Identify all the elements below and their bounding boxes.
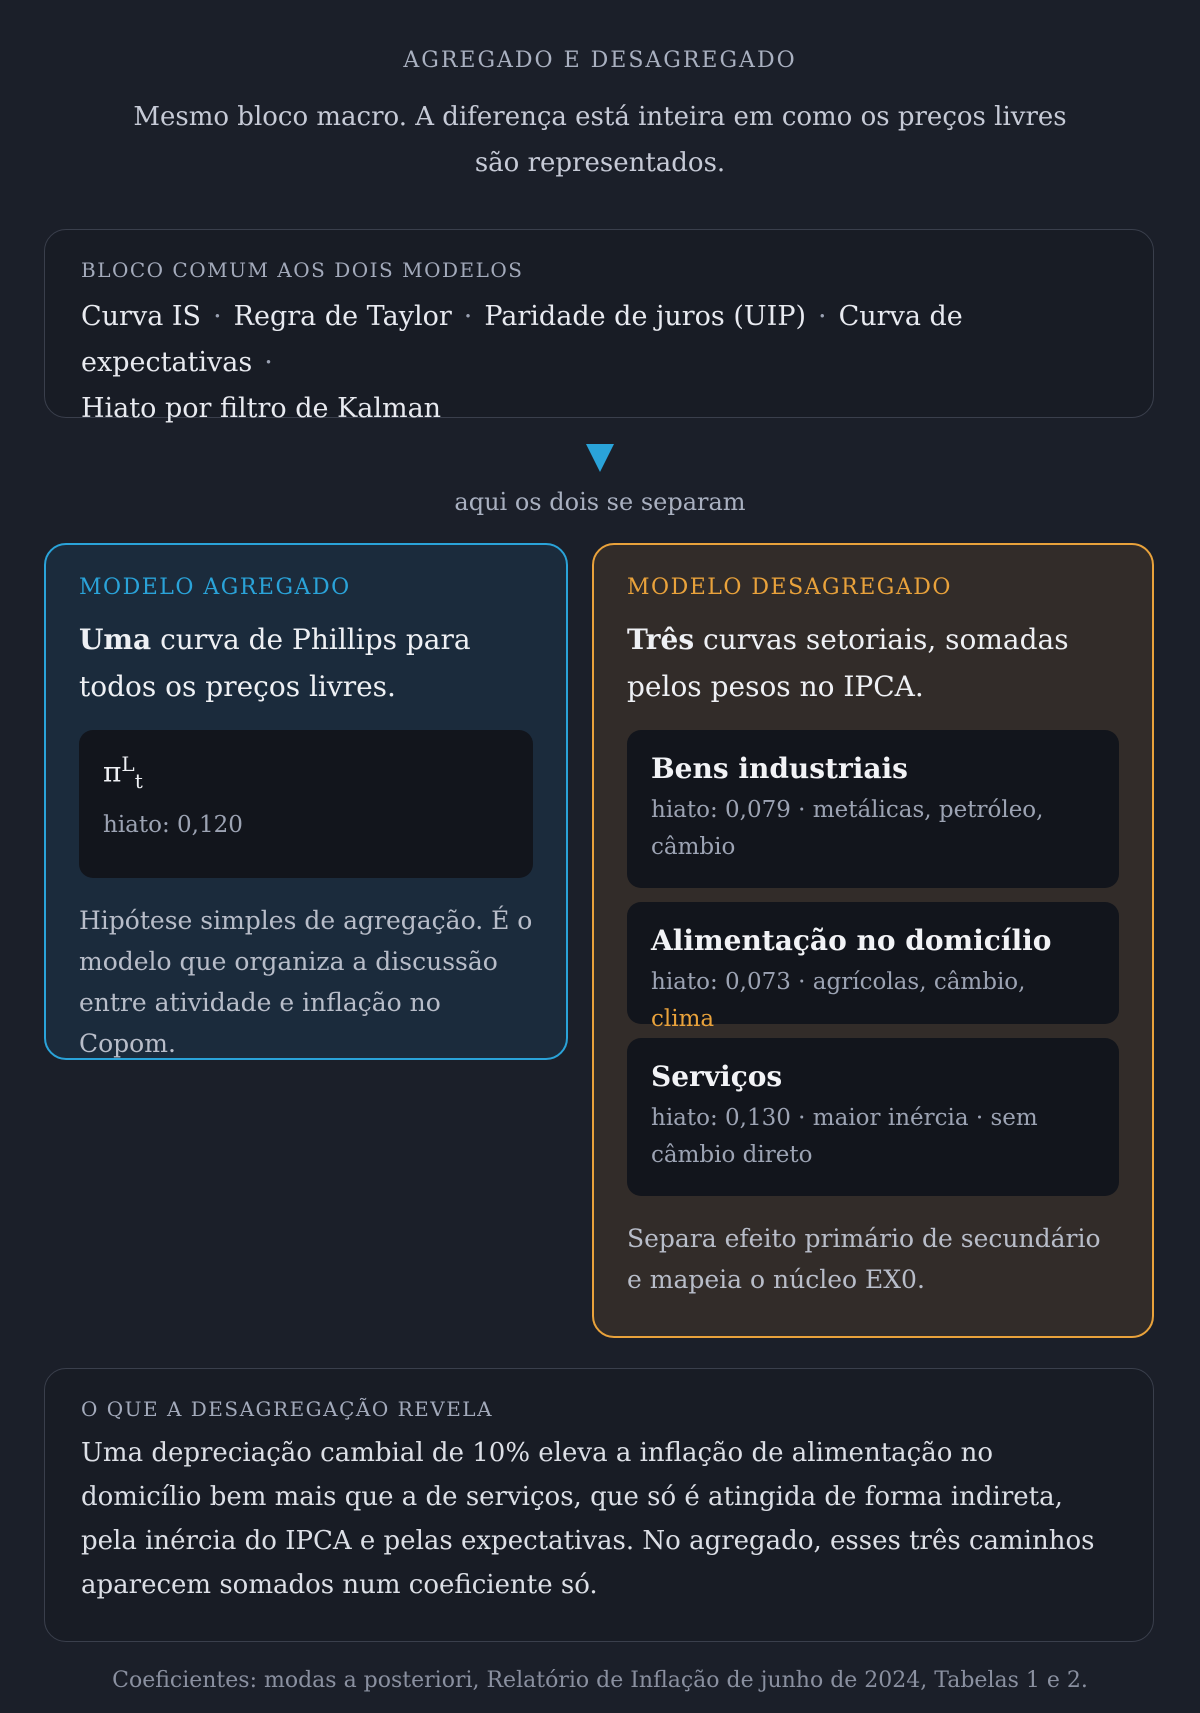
sector-meta: hiato: 0,079 · metálicas, petróleo, câmbio [651, 797, 1044, 860]
item-curva-expectativas: Curva de expectativas [81, 301, 963, 378]
footer-source-note: Coeficientes: modas a posteriori, Relatório de Inflação de junho de 2024, Tabelas 1 e 2. [112, 1668, 1088, 1693]
triangle-down-icon [584, 442, 616, 474]
reveal-body: Uma depreciação cambial de 10% eleva a inflação de alimentação no domicílio bem mais que a de serviços, que só é atingida de forma indireta, pela inércia do IPCA e pelas expectativas. No agregado, esses três caminhos aparecem somados num coeficiente só. [81, 1438, 1095, 1600]
separator: · [818, 301, 827, 332]
disaggregate-note: Separa efeito primário de secundário e mapeia o núcleo EX0. [627, 1224, 1101, 1294]
item-paridade-juros: Paridade de juros (UIP) [484, 301, 807, 332]
common-block-items [81, 294, 1117, 432]
separator: · [264, 347, 273, 378]
reveal-card [44, 1368, 1154, 1642]
aggregate-lead [79, 616, 533, 710]
item-curva-is: Curva IS [81, 301, 202, 332]
sector-alimentacao-domicilio [627, 902, 1119, 1032]
split-caption: aqui os dois se separam [454, 488, 746, 516]
aggregate-model-card [44, 543, 568, 1060]
sector-list [627, 730, 1119, 1196]
disaggregate-label: MODELO DESAGREGADO [627, 575, 952, 600]
aggregate-hiato: hiato: 0,120 [103, 811, 243, 838]
disaggregate-lead-bold: Três [627, 623, 695, 656]
disaggregate-lead-rest: curvas setoriais, somadas pelos pesos no IPCA. [627, 623, 1069, 703]
separator: · [213, 301, 222, 332]
separator: · [463, 301, 473, 332]
phillips-formula-box [79, 730, 533, 878]
disaggregate-model-card [592, 543, 1154, 1338]
item-regra-taylor: Regra de Taylor [233, 301, 452, 332]
reveal-label: O QUE A DESAGREGAÇÃO REVELA [81, 1397, 494, 1421]
sector-meta: hiato: 0,130 · maior inércia · sem câmbio direto [651, 1105, 1038, 1168]
disaggregate-lead [627, 616, 1119, 710]
common-block-card [44, 229, 1154, 424]
section-subtitle: Mesmo bloco macro. A diferença está inteira em como os preços livres são representados. [133, 102, 1067, 178]
sector-servicos [627, 1038, 1119, 1196]
formula: $\pi^L_t$ [103, 752, 143, 793]
aggregate-lead-rest: curva de Phillips para todos os preços livres. [79, 623, 471, 703]
aggregate-lead-bold: Uma [79, 623, 152, 656]
aggregate-label: MODELO AGREGADO [79, 575, 351, 600]
sector-name: Alimentação no domicílio [651, 924, 1052, 957]
aggregate-note: Hipótese simples de agregação. É o modelo que organiza a discussão entre atividade e inflação no Copom. [79, 906, 533, 1058]
common-block-label: BLOCO COMUM AOS DOIS MODELOS [81, 258, 524, 282]
item-hiato-kalman: Hiato por filtro de Kalman [81, 393, 442, 424]
sector-bens-industriais [627, 730, 1119, 888]
section-eyebrow: AGREGADO E DESAGREGADO [403, 48, 797, 73]
sector-name: Bens industriais [651, 752, 908, 785]
highlight-clima: clima [651, 1006, 715, 1032]
sector-meta: hiato: 0,073 · agrícolas, câmbio, clima [651, 969, 1026, 1032]
sector-name: Serviços [651, 1060, 783, 1093]
